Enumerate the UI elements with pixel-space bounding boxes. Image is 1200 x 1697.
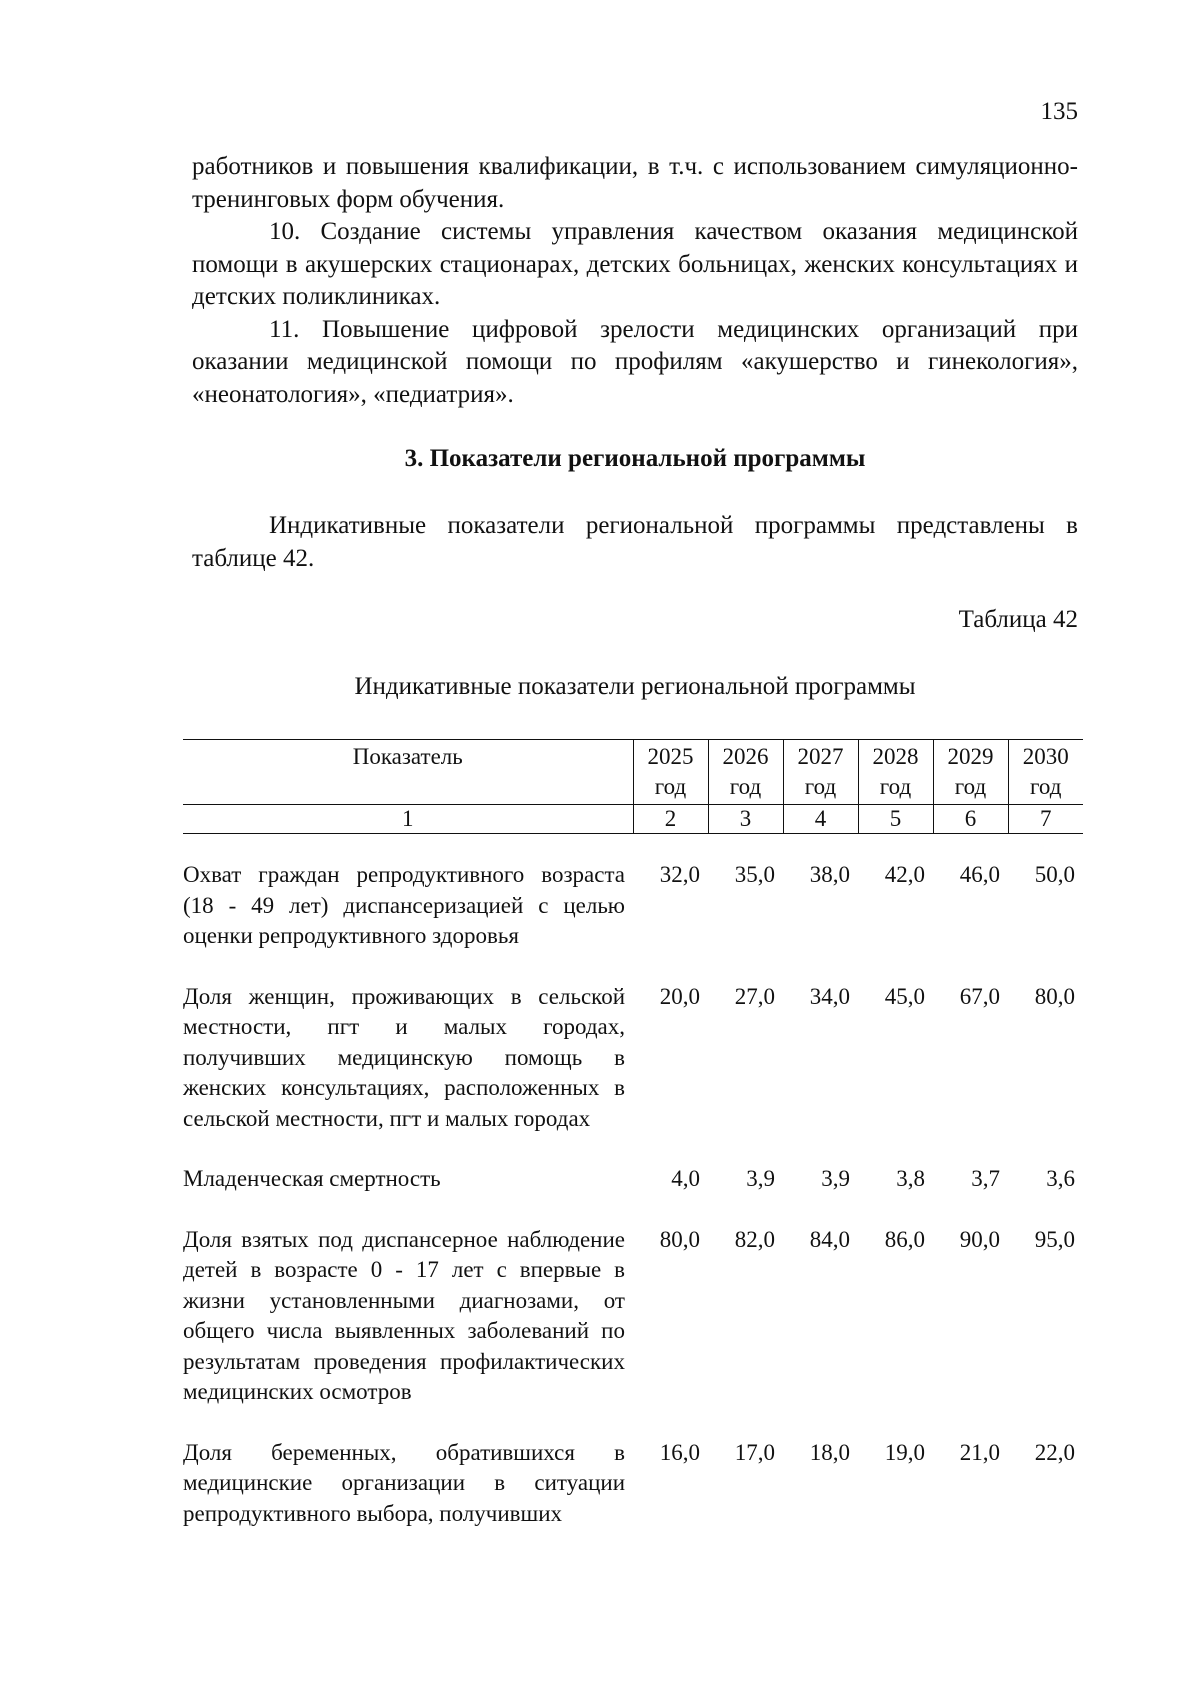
column-number-row: [183, 805, 1083, 834]
paragraph: работников и повышения квалификации, в т.ч. с использованием симуляционно-тренинговых форм обучения.: [192, 153, 1078, 213]
value-cell: 19,0: [884, 1439, 925, 1465]
value-cell: 84,0: [809, 1226, 850, 1252]
column-number: 3: [708, 805, 783, 834]
indicator-cell: Охват граждан репродуктивного возраста (18 - 49 лет) диспансеризацией с целью оценки репродуктивного здоровья: [183, 862, 625, 948]
column-number: 1: [183, 805, 633, 834]
page-number: 135: [1040, 98, 1078, 125]
table-row: [183, 1438, 1083, 1530]
header-year: 2030 год: [1008, 740, 1083, 805]
header-year: 2027 год: [783, 740, 858, 805]
table-row: [183, 860, 1083, 952]
table-row: [183, 1225, 1083, 1408]
paragraph: 11. Повышение цифровой зрелости медицинских организаций при оказании медицинской помощи по профилям «акушерство и гинекология», «неонатология», «педиатрия».: [192, 315, 1078, 408]
value-cell: 4,0: [671, 1166, 700, 1191]
body-text: [192, 151, 1078, 411]
indicator-cell: Доля женщин, проживающих в сельской местности, пгт и малых городах, получивших медицинскую помощь в женских консультациях, расположенных в сельской местности, пгт и малых городах: [183, 983, 625, 1131]
header-indicator: Показатель: [183, 740, 633, 805]
section-intro: [192, 510, 1078, 575]
indicator-cell: Младенческая смертность: [183, 1166, 441, 1191]
table-header-row: [183, 740, 1083, 805]
value-cell: 38,0: [809, 862, 850, 887]
value-cell: 34,0: [809, 983, 850, 1009]
header-year: 2026 год: [708, 740, 783, 805]
value-cell: 3,8: [896, 1166, 925, 1191]
table-number: Таблица 42: [958, 606, 1078, 633]
value-cell: 45,0: [884, 983, 925, 1009]
value-cell: 95,0: [1034, 1226, 1075, 1252]
header-year: 2025 год: [633, 740, 708, 805]
paragraph: Индикативные показатели региональной программы представлены в таблице 42.: [192, 512, 1078, 572]
value-cell: 3,9: [746, 1166, 775, 1191]
value-cell: 80,0: [659, 1226, 700, 1252]
section-heading: 3. Показатели региональной программы: [404, 445, 866, 472]
value-cell: 90,0: [959, 1226, 1000, 1252]
table-row: [183, 1164, 1083, 1195]
value-cell: 18,0: [809, 1439, 850, 1465]
value-cell: 17,0: [734, 1439, 775, 1465]
value-cell: 50,0: [1034, 862, 1075, 887]
indicator-cell: Доля взятых под диспансерное наблюдение детей в возрасте 0 - 17 лет с впервые в жизни установленными диагнозами, от общего числа выявленных заболеваний по результатам проведения профилактических медицинских осмотров: [183, 1226, 625, 1404]
column-number: 7: [1008, 805, 1083, 834]
column-number: 5: [858, 805, 933, 834]
column-number: 2: [633, 805, 708, 834]
indicator-cell: Доля беременных, обратившихся в медицинские организации в ситуации репродуктивного выбора, получивших: [183, 1439, 625, 1526]
header-year: 2029 год: [933, 740, 1008, 805]
column-number: 4: [783, 805, 858, 834]
value-cell: 42,0: [884, 862, 925, 887]
value-cell: 35,0: [734, 862, 775, 887]
value-cell: 32,0: [659, 862, 700, 887]
column-number: 6: [933, 805, 1008, 834]
value-cell: 21,0: [959, 1439, 1000, 1465]
value-cell: 3,7: [971, 1166, 1000, 1191]
indicators-table: [183, 739, 1083, 1529]
value-cell: 16,0: [659, 1439, 700, 1465]
value-cell: 27,0: [734, 983, 775, 1009]
value-cell: 20,0: [659, 983, 700, 1009]
table-title: Индикативные показатели региональной программы: [354, 673, 916, 700]
value-cell: 46,0: [959, 862, 1000, 887]
table-row: [183, 982, 1083, 1135]
value-cell: 22,0: [1034, 1439, 1075, 1465]
value-cell: 82,0: [734, 1226, 775, 1252]
value-cell: 3,9: [821, 1166, 850, 1191]
paragraph: 10. Создание системы управления качеством оказания медицинской помощи в акушерских стационарах, детских больницах, женских консультациях и детских поликлиниках.: [192, 218, 1078, 310]
header-year: 2028 год: [858, 740, 933, 805]
value-cell: 86,0: [884, 1226, 925, 1252]
value-cell: 3,6: [1046, 1166, 1075, 1191]
value-cell: 80,0: [1034, 983, 1075, 1009]
value-cell: 67,0: [959, 983, 1000, 1009]
